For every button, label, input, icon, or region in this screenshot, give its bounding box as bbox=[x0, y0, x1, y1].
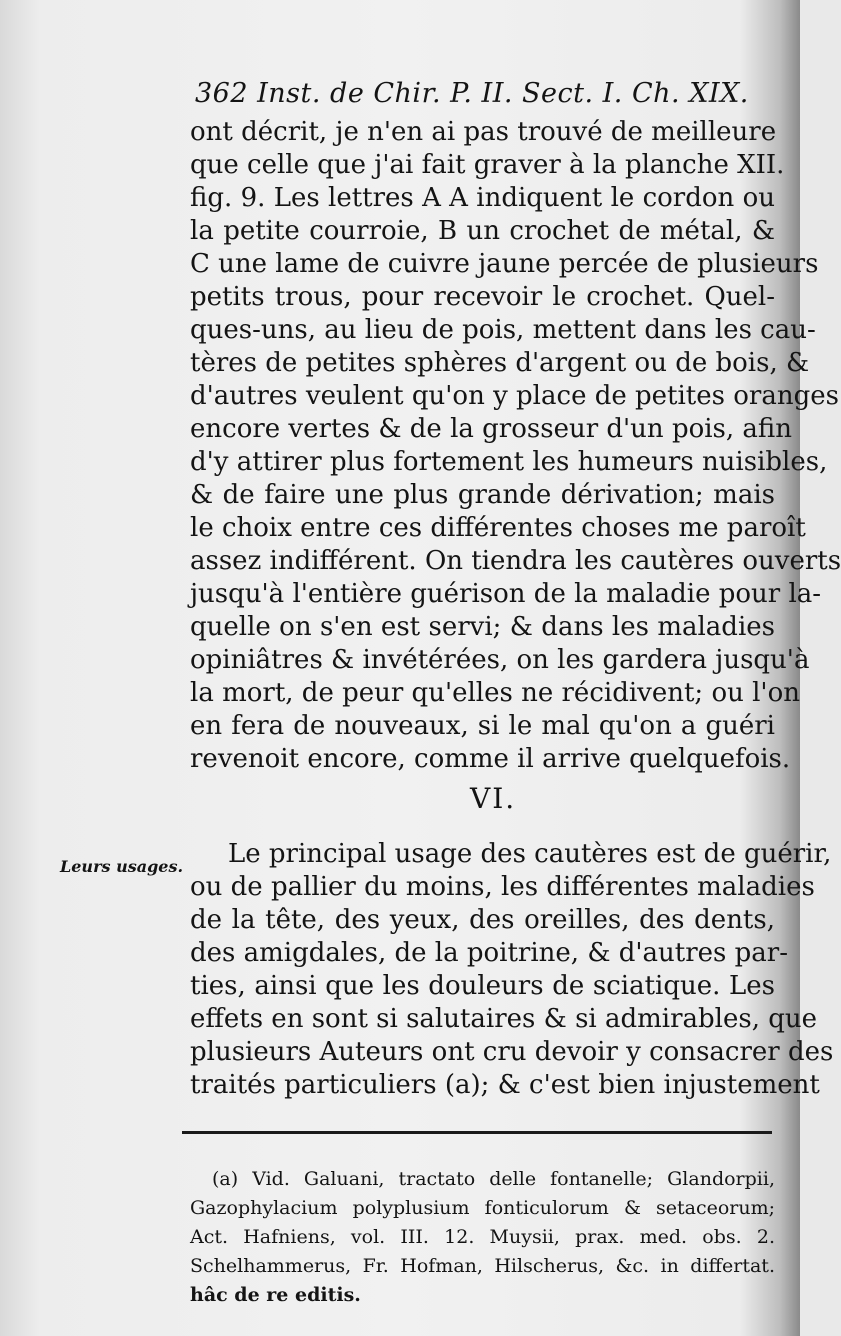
text-line: opiniâtres & invétérées, on les gardera jusqu'à bbox=[190, 645, 810, 675]
text-line: quelle on s'en est servi; & dans les maladies bbox=[190, 612, 775, 642]
text-line: fig. 9. Les lettres A A indiquent le cordon ou bbox=[190, 183, 775, 213]
text-line: ties, ainsi que les douleurs de sciatique. Les bbox=[190, 971, 775, 1001]
text-line: traités particuliers (a); & c'est bien injustement bbox=[190, 1070, 820, 1100]
text-line: revenoit encore, comme il arrive quelquefois. bbox=[190, 744, 791, 774]
text-line: encore vertes & de la grosseur d'un pois, afin bbox=[190, 414, 793, 444]
section-number: VI. bbox=[470, 782, 517, 815]
text-line: d'y attirer plus fortement les humeurs nuisibles, bbox=[190, 447, 828, 477]
text-line: que celle que j'ai fait graver à la planche XII. bbox=[190, 150, 785, 180]
text-line: d'autres veulent qu'on y place de petites oranges bbox=[190, 381, 839, 411]
footnote-line: (a) Vid. Galuani, tractato delle fontanelle; Glandorpii, bbox=[212, 1168, 775, 1190]
text-line: C une lame de cuivre jaune percée de plusieurs bbox=[190, 249, 819, 279]
text-line: plusieurs Auteurs ont cru devoir y consacrer des bbox=[190, 1037, 834, 1067]
text-line: en fera de nouveaux, si le mal qu'on a guéri bbox=[190, 711, 775, 741]
text-line: tères de petites sphères d'argent ou de bois, & bbox=[190, 348, 810, 378]
text-line: de la tête, des yeux, des oreilles, des dents, bbox=[190, 905, 775, 935]
footnote-line: Gazophylacium polyplusium fonticulorum & setaceorum; bbox=[190, 1197, 775, 1219]
text-line: la petite courroie, B un crochet de métal, & bbox=[190, 216, 775, 246]
text-line: ont décrit, je n'en ai pas trouvé de meilleure bbox=[190, 117, 777, 147]
margin-note: Leurs usages. bbox=[60, 857, 184, 876]
text-line: & de faire une plus grande dérivation; mais bbox=[190, 480, 775, 510]
text-line: des amigdales, de la poitrine, & d'autres par- bbox=[190, 938, 788, 968]
text-line: ques-uns, au lieu de pois, mettent dans les cau- bbox=[190, 315, 816, 345]
footnote-line: Schelhammerus, Fr. Hofman, Hilscherus, &c. in differtat. bbox=[190, 1255, 775, 1277]
running-header: 362 Inst. de Chir. P. II. Sect. I. Ch. XIX. bbox=[195, 78, 749, 109]
footnote-divider bbox=[182, 1131, 772, 1134]
main-text-block bbox=[190, 116, 841, 776]
text-line: effets en sont si salutaires & si admirables, que bbox=[190, 1004, 818, 1034]
text-line: assez indifférent. On tiendra les cautères ouverts bbox=[190, 546, 841, 576]
text-line: la mort, de peur qu'elles ne récidivent; ou l'on bbox=[190, 678, 800, 708]
footnote-line: Act. Hafniens, vol. III. 12. Muysii, prax. med. obs. 2. bbox=[190, 1226, 775, 1248]
text-line: jusqu'à l'entière guérison de la maladie pour la- bbox=[190, 579, 822, 609]
text-line: petits trous, pour recevoir le crochet. Quel- bbox=[190, 282, 775, 312]
text-line: le choix entre ces différentes choses me paroît bbox=[190, 513, 806, 543]
text-line: Le principal usage des cautères est de guérir, bbox=[228, 839, 832, 869]
footnote-line: hâc de re editis. bbox=[190, 1284, 361, 1306]
footnotes-block bbox=[190, 1165, 775, 1310]
second-text-block bbox=[190, 838, 834, 1102]
text-line: ou de pallier du moins, les différentes maladies bbox=[190, 872, 815, 902]
